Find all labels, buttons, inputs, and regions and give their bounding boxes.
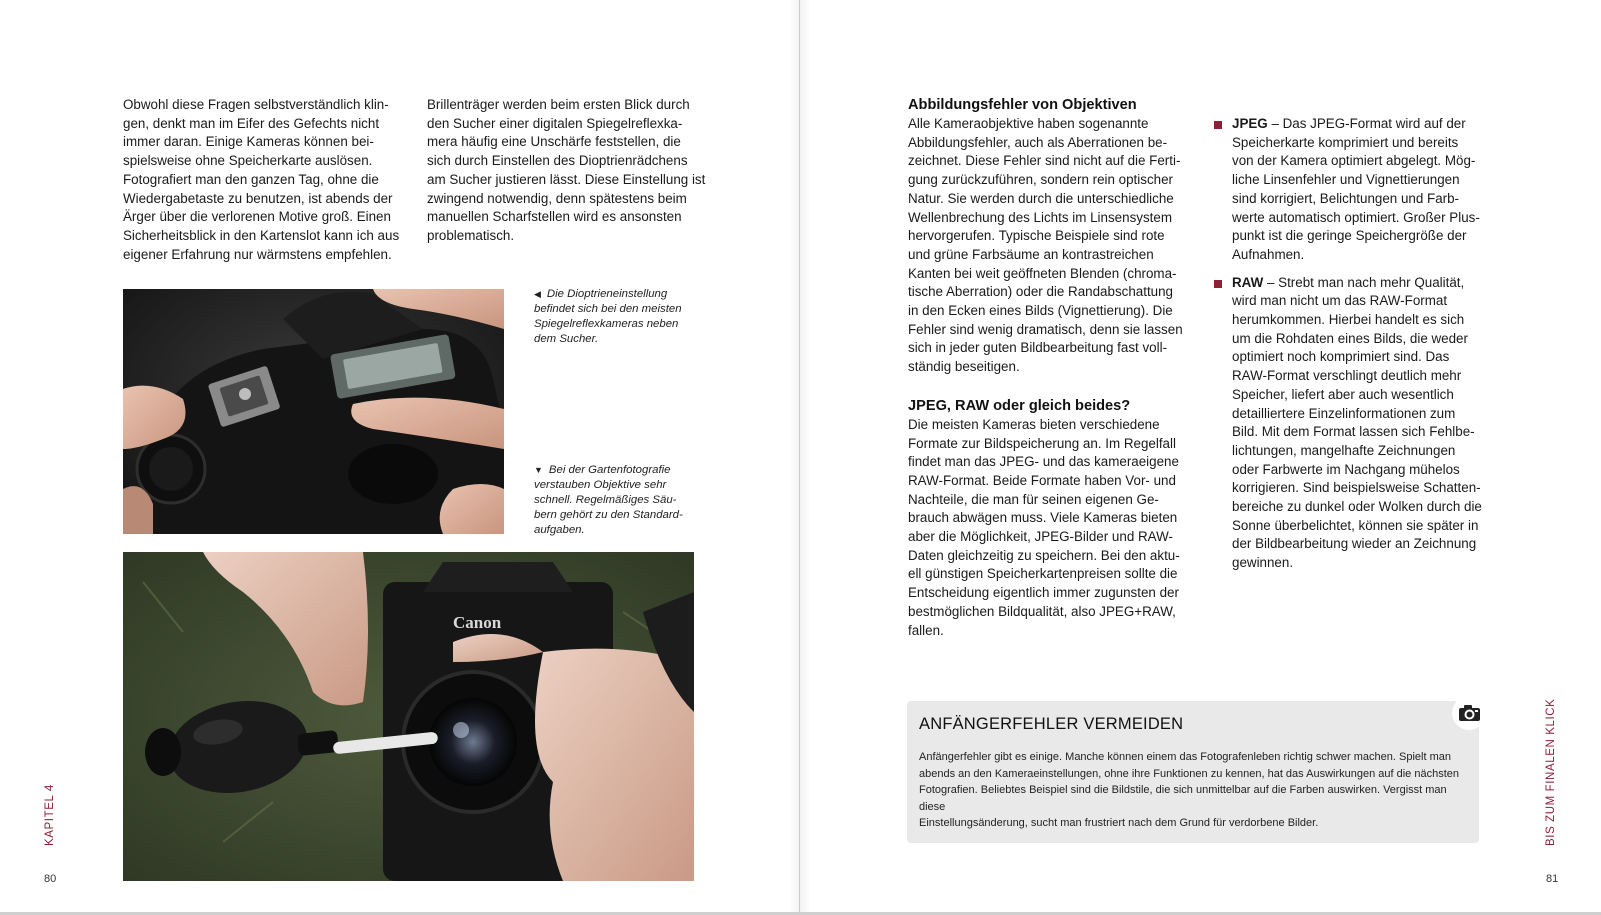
text-line: Alle Kameraobjektive haben sogenannte xyxy=(908,116,1149,131)
text-line: detailliertere Einzelinformationen zum xyxy=(1232,405,1456,421)
section-title-aberrations: Abbildungsfehler von Objektiven xyxy=(908,97,1137,113)
tip-body xyxy=(919,749,1467,832)
text-line: Anfängerfehler gibt es einige. Manche können einem das Fotografenleben richtig schwer machen. Spielt man xyxy=(919,751,1451,763)
text-line: Sonne überbelichtet, können sie später in xyxy=(1232,517,1479,533)
text-line: Bild. Mit dem Format lassen sich Fehlbe- xyxy=(1232,424,1475,440)
text-line: Natur. Sie werden durch die unterschiedliche xyxy=(908,190,1174,206)
caption-diopter xyxy=(534,287,704,347)
text-line: Speicherkarte komprimiert und bereits xyxy=(1232,134,1459,150)
format-bullet-list xyxy=(1214,115,1494,573)
text-line: findet man das JPEG- und das kameraeigene xyxy=(908,454,1179,470)
text-line: Einstellungsänderung, sucht man frustriert nach dem Grund für verdorbene Bilder. xyxy=(919,817,1319,829)
camera-badge xyxy=(1452,696,1486,730)
caption-line: Bei der Gartenfotografie xyxy=(548,464,671,476)
bullet-square-icon xyxy=(1214,280,1222,288)
text-line: werte automatisch optimiert. Großer Plus- xyxy=(1232,209,1480,225)
text-line: liche Linsenfehler und Vignettierungen xyxy=(1232,172,1460,188)
text-line: immer daran. Einige Kameras können bei- xyxy=(123,134,374,150)
text-line: Wiedergabetaste zu benutzen, ist abends der xyxy=(123,190,393,206)
text-line: gewinnen. xyxy=(1232,555,1294,571)
text-line: Sicherheitsblick in den Kartenslot kann ich aus xyxy=(123,227,400,243)
bullet-raw xyxy=(1214,274,1494,573)
text-line: Fotografien. Beliebtes Beispiel sind die Bildstile, die sich unmittelbar auf die Farben auswirken. Vergisst man diese xyxy=(919,784,1447,813)
page-number-left: 80 xyxy=(44,873,57,885)
photo-diopter-illustration xyxy=(123,289,504,534)
text-line: gen, denkt man im Eifer des Gefechts nicht xyxy=(123,115,380,131)
right-text-column-2 xyxy=(1214,115,1494,573)
text-line: – Das JPEG-Format wird auf der xyxy=(1271,116,1466,131)
text-line: bereiche zu dunkel oder Wolken durch die xyxy=(1232,499,1482,515)
text-line: eigener Erfahrung nur wärmstens empfehlen. xyxy=(123,246,392,262)
text-line: sind korrigiert, Belichtungen und Farb- xyxy=(1232,190,1460,206)
text-line: in den Ecken eines Bilds (Vignettierung). Die xyxy=(908,303,1173,319)
chapter-label: KAPITEL 4 xyxy=(44,784,56,846)
caption-line: Die Dioptrieneinstellung xyxy=(546,288,668,300)
text-line: zeichnet. Diese Fehler sind nicht auf die Ferti- xyxy=(908,153,1181,169)
text-line: Die meisten Kameras bieten verschiedene xyxy=(908,416,1160,432)
text-line: Entscheidung eigentlich immer zugunsten der xyxy=(908,585,1179,601)
text-line: herumkommen. Hierbei handelt es sich xyxy=(1232,312,1465,328)
text-line: den Sucher einer digitalen Spiegelreflexka- xyxy=(427,115,683,131)
text-line: Nachteile, die man für seinen eigenen Ge- xyxy=(908,491,1159,507)
caption-line: befindet sich bei den meisten xyxy=(534,303,682,315)
text-line: aber die Möglichkeit, JPEG-Bilder und RAW- xyxy=(908,529,1173,545)
text-line: sich in jeder guten Bildbearbeitung fast voll- xyxy=(908,340,1168,356)
text-line: RAW-Format. Beide Formate haben Vor- und xyxy=(908,472,1176,488)
text-line: um die Rohdaten eines Bilds, die weder xyxy=(1232,330,1468,346)
photo-lens-cleaning-illustration xyxy=(123,552,694,881)
section-title-jpeg-raw: JPEG, RAW oder gleich beides? xyxy=(908,397,1131,414)
tip-box xyxy=(907,701,1479,843)
bullet-square-icon xyxy=(1214,121,1222,129)
text-line: sich durch Einstellen des Dioptrienrädchens xyxy=(427,153,688,169)
tip-title: ANFÄNGERFEHLER VERMEIDEN xyxy=(919,715,1184,733)
camera-icon xyxy=(1452,696,1486,730)
text-line: bestmöglichen Bildqualität, also JPEG+RAW, xyxy=(908,603,1176,619)
caption-arrow-down-icon: ▼ xyxy=(534,465,543,475)
bullet-jpeg xyxy=(1214,115,1494,265)
text-line: optimiert noch komprimiert sind. Das xyxy=(1232,349,1450,365)
text-line: zwingend notwendig, denn spätestens beim xyxy=(427,190,687,206)
caption-line: bern gehört zu den Standard- xyxy=(534,509,683,521)
right-text-column-1 xyxy=(908,96,1188,640)
text-line: lichtungen, mangelhafte Zeichnungen xyxy=(1232,442,1456,458)
bullet-term: RAW xyxy=(1232,274,1264,290)
text-line: punkt ist die geringe Speichergröße der xyxy=(1232,228,1467,244)
canon-logo: Canon xyxy=(453,613,502,632)
text-line: Obwohl diese Fragen selbstverständlich klin- xyxy=(123,97,389,112)
photo-lens-cleaning xyxy=(123,552,694,881)
text-line: ständig beseitigen. xyxy=(908,359,1020,375)
text-line: Speicher, liefert aber auch wesentlich xyxy=(1232,386,1454,402)
text-line: Abbildungsfehler, auch als Aberrationen be- xyxy=(908,134,1168,150)
chapter-title-label: BIS ZUM FINALEN KLICK xyxy=(1545,698,1557,846)
bullet-term: JPEG xyxy=(1232,116,1268,131)
caption-line: Spiegelreflexkameras neben xyxy=(534,318,679,330)
text-line: Kanten bei weit geöffneten Blenden (chroma- xyxy=(908,265,1177,281)
caption-line: schnell. Regelmäßiges Säu- xyxy=(534,494,677,506)
text-line: spielsweise ohne Speicherkarte auslösen. xyxy=(123,153,373,169)
text-line: ell günstigen Speicherkartenpreisen sollte die xyxy=(908,566,1178,582)
text-line: hervorgerufen. Typische Beispiele sind rote xyxy=(908,228,1165,244)
text-line: Brillenträger werden beim ersten Blick durch xyxy=(427,97,690,112)
text-line: – Strebt man nach mehr Qualität, xyxy=(1266,274,1465,290)
text-line: Wellenbrechung des Lichts im Linsensystem xyxy=(908,209,1172,225)
page-number-right: 81 xyxy=(1546,873,1559,885)
section-body-jpeg-raw xyxy=(908,416,1188,640)
caption-line: dem Sucher. xyxy=(534,333,599,345)
text-line: und grüne Farbsäume an kontrastreichen xyxy=(908,246,1154,262)
text-line: problematisch. xyxy=(427,227,515,243)
caption-garden-cleaning xyxy=(534,463,704,538)
text-line: Daten gleichzeitig zu speichern. Bei den aktu- xyxy=(908,547,1180,563)
photo-diopter-adjustment xyxy=(123,289,504,534)
text-line: RAW-Format verschlingt deutlich mehr xyxy=(1232,368,1462,384)
text-line: gung zurückzuführen, sondern rein optischer xyxy=(908,172,1173,188)
text-line: brauch abwägen muss. Viele Kameras bieten xyxy=(908,510,1178,526)
section-body-aberrations xyxy=(908,115,1188,377)
text-line: manuellen Scharfstellen wird es ansonsten xyxy=(427,209,682,225)
text-line: am Sucher justieren lässt. Diese Einstellung ist xyxy=(427,171,706,187)
text-line: fallen. xyxy=(908,622,944,638)
caption-line: verstauben Objektive sehr xyxy=(534,479,667,491)
text-line: der Bildbearbeitung wieder an Zeichnung xyxy=(1232,536,1477,552)
text-line: wird man nicht um das RAW-Format xyxy=(1232,293,1448,309)
text-line: Fotografiert man den ganzen Tag, ohne die xyxy=(123,171,379,187)
caption-arrow-left-icon: ◀ xyxy=(534,289,541,299)
text-line: abends an den Kameraeinstellungen, ohne ihre Funktionen zu kennen, hat das Auswirkungen auf die nächsten xyxy=(919,767,1459,780)
text-line: tische Aberration) oder die Randabschattung xyxy=(908,284,1174,300)
left-text-column-1 xyxy=(123,96,403,264)
text-line: von der Kamera optimiert abgelegt. Mög- xyxy=(1232,153,1476,169)
text-line: oder Farbwerte im Nachgang mühelos xyxy=(1232,461,1460,477)
text-line: Aufnahmen. xyxy=(1232,246,1305,262)
text-line: Formate zur Bildspeicherung an. Im Regelfall xyxy=(908,435,1176,451)
left-text-column-2 xyxy=(427,96,707,246)
text-line: mera häufig eine Unschärfe feststellen, die xyxy=(427,134,681,150)
caption-line: aufgaben. xyxy=(534,524,585,536)
text-line: korrigieren. Sind beispielsweise Schatten- xyxy=(1232,480,1481,496)
text-line: Fehler sind wenig dramatisch, denn sie lassen xyxy=(908,321,1183,337)
text-line: Ärger über die verlorenen Motive groß. Einen xyxy=(123,209,391,225)
